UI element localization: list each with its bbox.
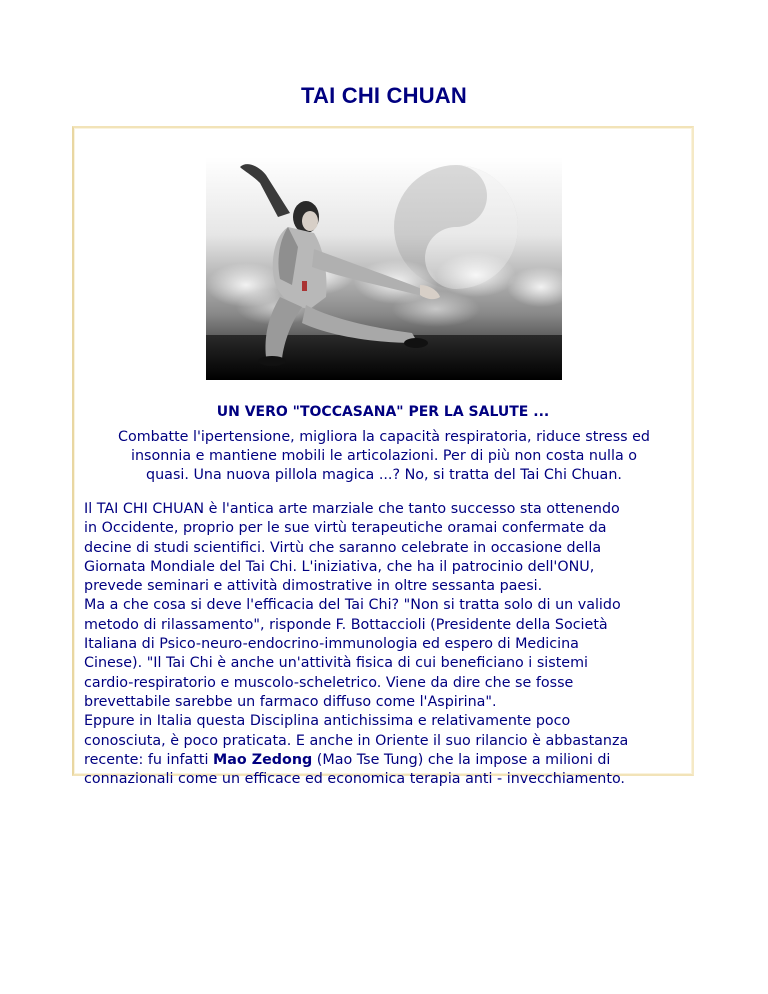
paragraph-line: cardio-respiratorio e muscolo-scheletrico. Viene da dire che se fosse	[84, 674, 574, 691]
paragraph-line: connazionali come un efficace ed economica terapia anti - invecchiamento.	[84, 771, 625, 788]
article-body	[84, 500, 690, 789]
paragraph-line: Cinese). "Il Tai Chi è anche un'attività fisica di cui beneficiano i sistemi	[84, 655, 588, 672]
paragraph-line: Italiana di Psico-neuro-endocrino-immunologia ed espero di Medicina	[84, 636, 579, 653]
section-heading: UN VERO "TOCCASANA" PER LA SALUTE ...	[216, 404, 550, 420]
page-title: TAI CHI CHUAN	[301, 83, 467, 108]
text-run: (Mao Tse Tung) che la impose a milioni di	[312, 751, 611, 768]
tai-chi-photo	[206, 157, 562, 380]
paragraph-line: prevede seminari e attività dimostrative in oltre sessanta paesi.	[84, 578, 543, 595]
bold-name: Mao Zedong	[213, 751, 313, 768]
paragraph-line: Eppure in Italia questa Disciplina antichissima e relativamente poco	[84, 713, 571, 730]
text-run: recente: fu infatti	[84, 751, 214, 768]
paragraph-line: metodo di rilassamento", risponde F. Bottaccioli (Presidente della Società	[84, 616, 608, 633]
paragraph-line: brevettabile sarebbe un farmaco diffuso come l'Aspirina".	[84, 693, 497, 710]
intro-line: insonnia e mantiene mobili le articolazioni. Per di più non costa nulla o	[131, 448, 637, 464]
paragraph-line	[84, 751, 690, 770]
paragraph-line: Ma a che cosa si deve l'efficacia del Tai Chi? "Non si tratta solo di un valido	[84, 597, 621, 614]
intro-line: quasi. Una nuova pillola magica ...? No, si tratta del Tai Chi Chuan.	[146, 467, 622, 483]
paragraph-line: Il TAI CHI CHUAN è l'antica arte marziale che tanto successo sta ottenendo	[84, 501, 620, 517]
paragraph-line: in Occidente, proprio per le sue virtù terapeutiche oramai confermate da	[84, 520, 607, 537]
paragraph-line: Giornata Mondiale del Tai Chi. L'iniziativa, che ha il patrocinio dell'ONU,	[84, 558, 595, 575]
paragraph-line: decine di studi scientifici. Virtù che saranno celebrate in occasione della	[84, 539, 602, 556]
intro-line: Combatte l'ipertensione, migliora la capacità respiratoria, riduce stress ed	[117, 429, 651, 445]
paragraph-line: conosciuta, è poco praticata. E anche in Oriente il suo rilancio è abbastanza	[84, 732, 629, 749]
intro-paragraph	[84, 428, 684, 485]
